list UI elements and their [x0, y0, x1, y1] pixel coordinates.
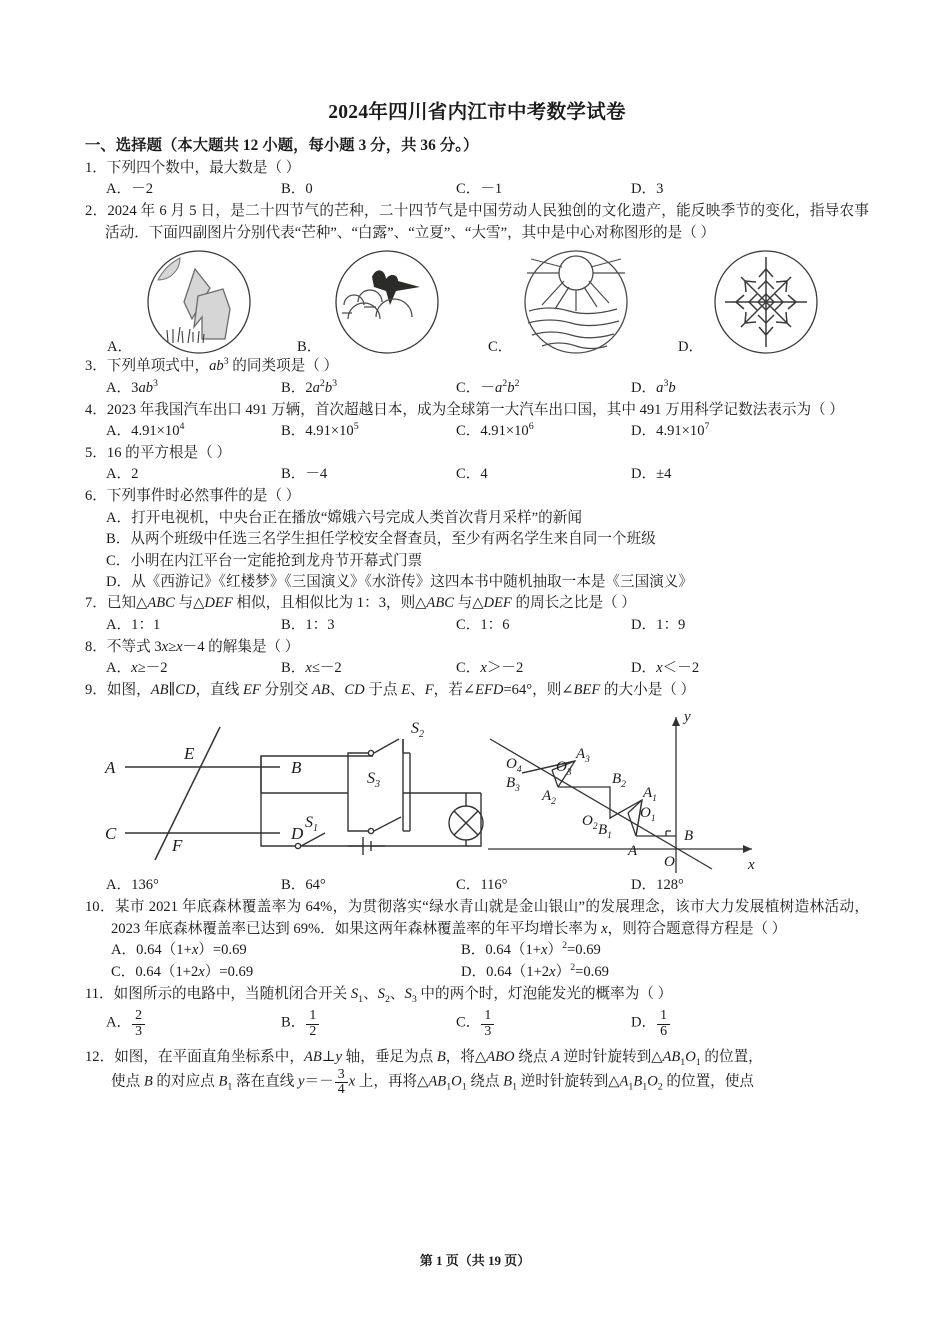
- svg-text:O4: $O_4$: [506, 756, 522, 776]
- question-9: [85, 680, 869, 701]
- svg-text:B1: $B_1$: [598, 822, 612, 842]
- question-2-figures: [85, 248, 869, 356]
- svg-text:O: O: [664, 854, 675, 871]
- svg-text:A2: $A_2$: [542, 788, 556, 808]
- question-6-option-b[interactable]: B．从两个班级中任选三名学生担任学校安全督查员，至少有两名学生来自同一个班级: [106, 531, 656, 548]
- option-b[interactable]: B．$4.91\times 10^5$: [281, 421, 359, 439]
- svg-text:x: x: [748, 857, 755, 874]
- svg-text:S2: $S_2$: [411, 720, 424, 741]
- option-b[interactable]: B．x≤－2: [281, 660, 342, 677]
- section-heading: 一、选择题（本大题共 12 小题，每小题 3 分，共 36 分。）: [85, 137, 479, 154]
- question-1-options: [85, 179, 869, 201]
- lixia-sun-water-icon: [517, 247, 635, 360]
- svg-text:O3: $O_3$: [556, 759, 572, 779]
- question-9-stem: 9．如图，AB∥CD，直线 EF 分别交 AB、CD 于点 E、F，若∠EFD=64°，则∠BEF 的大小是（ ）: [85, 682, 696, 699]
- question-5: [85, 443, 869, 464]
- question-12-stem-line2: 使点 B 的对应点 $B_1$ 落在直线 y＝－ $\frac{3}{4}$ x 上，再将$\triangle AB_1O_1$ 绕点 $B_1$ 逆时针旋转到$\triangle A_1B_1O_2$ 的位置，使点: [111, 1067, 754, 1098]
- daxue-snowflake-icon: [707, 247, 825, 360]
- option-c[interactable]: C． $\frac{1}{3}$: [456, 1009, 631, 1038]
- option-b[interactable]: B．$0.64(1+x)^2=0.69$: [461, 940, 601, 959]
- question-8-stem: 8．不等式 3x≥x－4 的解集是（ ）: [85, 638, 300, 655]
- question-7: [85, 593, 869, 614]
- option-a[interactable]: A．0.64（1+x）=0.69: [111, 942, 247, 959]
- svg-text:A1: $A_1$: [643, 785, 657, 805]
- question-12: [85, 1047, 869, 1068]
- option-c[interactable]: C．$4.91\times 10^6$: [456, 421, 534, 439]
- option-c[interactable]: C．x＞－2: [456, 660, 524, 677]
- option-c[interactable]: C．$-a^2b^2$: [456, 377, 520, 396]
- option-b[interactable]: B．1：3: [281, 616, 335, 633]
- svg-text:B: B: [684, 828, 694, 845]
- option-d[interactable]: D． $\frac{1}{6}$: [631, 1009, 806, 1038]
- figure-label-c: C．: [488, 339, 513, 356]
- svg-text:B3: $B_3$: [506, 775, 520, 795]
- question-11-options: [85, 1009, 869, 1038]
- page-content: [85, 96, 869, 1097]
- option-d[interactable]: D．$4.91\times 10^7$: [631, 421, 710, 439]
- figure-label-b: B．: [297, 339, 322, 356]
- question-7-stem: 7．已知△ABC 与△DEF 相似，且相似比为 1：3，则△ABC 与△DEF 的周长之比是（ ）: [85, 595, 636, 612]
- svg-text:A: A: [628, 843, 638, 860]
- question-3-options: [85, 378, 869, 400]
- svg-text:A3: $A_3$: [576, 746, 590, 766]
- question-5-stem: 5．16 的平方根是（ ）: [85, 444, 231, 461]
- question-10: [85, 897, 869, 940]
- option-d[interactable]: D．±4: [631, 466, 672, 483]
- option-a[interactable]: A．136°: [106, 877, 159, 894]
- svg-text:C: C: [105, 824, 117, 844]
- option-d[interactable]: D．x＜－2: [631, 660, 700, 677]
- option-a[interactable]: A．1：1: [106, 616, 161, 633]
- bailu-goose-cloud-icon: [328, 247, 446, 360]
- figure-label-a: A．: [107, 339, 133, 356]
- question-6: [85, 486, 869, 507]
- option-c[interactable]: C．0.64（1+2x）=0.69: [111, 964, 254, 981]
- option-a[interactable]: A． $\frac{2}{3}$: [106, 1009, 281, 1038]
- question-4-stem: 4．2023 年我国汽车出口 491 万辆，首次超越日本，成为全球第一大汽车出口国，其中 491 万用科学记数法表示为（ ）: [85, 401, 844, 418]
- svg-text:A: A: [105, 758, 116, 778]
- question-4-options: [85, 421, 869, 443]
- rotating-triangles-figure: [480, 703, 780, 884]
- svg-text:y: y: [684, 709, 691, 726]
- option-d[interactable]: D．$a^3b$: [631, 377, 676, 396]
- option-b[interactable]: B．－4: [281, 466, 328, 483]
- question-12-stem-line1: 12．如图，在平面直角坐标系中，AB⊥y 轴，垂足为点 B，将△ABO 绕点 A 逆时针旋转到$\triangle AB_1O_1$ 的位置，: [85, 1048, 763, 1068]
- question-10-stem: 10．某市 2021 年底森林覆盖率为 64%，为贯彻落实“绿水青山就是金山银山”的发展理念，该市大力发展植树造林活动，2023 年底森林覆盖率已达到 69%．如果这两年森林覆盖率的年平均增长率为 x，则符合题意得方程是（ ）: [85, 899, 869, 937]
- option-b[interactable]: B．0: [281, 181, 313, 198]
- option-c[interactable]: C．1：6: [456, 616, 510, 633]
- mangzhong-seed-icon: [140, 247, 258, 360]
- question-10-options-row2: [85, 962, 869, 984]
- svg-text:B: B: [291, 758, 302, 778]
- option-b[interactable]: B．$2a^2b^3$: [281, 377, 338, 396]
- svg-text:E: E: [184, 744, 195, 764]
- svg-text:F: F: [172, 836, 183, 856]
- svg-text:B2: $B_2$: [612, 771, 626, 791]
- svg-text:O1: $O_1$: [640, 805, 656, 825]
- question-1: [85, 158, 869, 179]
- svg-text:O2: $O_2$: [582, 813, 598, 833]
- question-6-option-d[interactable]: D．从《西游记》《红楼梦》《三国演义》《水浒传》这四本书中随机抽取一本是《三国演义》: [106, 573, 693, 590]
- question-7-options: [85, 615, 869, 637]
- option-d[interactable]: D．1：9: [631, 616, 686, 633]
- question-8: [85, 637, 869, 658]
- figure-label-d: D．: [678, 339, 704, 356]
- option-d[interactable]: D．3: [631, 181, 664, 198]
- figures-row: [85, 703, 869, 879]
- option-a[interactable]: A．x≥－2: [106, 660, 168, 677]
- option-a[interactable]: A．2: [106, 466, 139, 483]
- question-6-option-c[interactable]: C．小明在内江平台一定能抢到龙舟节开幕式门票: [106, 552, 423, 569]
- circuit-figure: [253, 711, 503, 876]
- option-c[interactable]: C．4: [456, 466, 488, 483]
- option-a[interactable]: A．$3ab^3$: [106, 377, 158, 396]
- option-c[interactable]: C．－1: [456, 181, 503, 198]
- question-2: [85, 201, 869, 244]
- question-4: [85, 400, 869, 421]
- option-d[interactable]: D．$0.64(1+2x)^2=0.69$: [461, 962, 609, 981]
- question-5-options: [85, 464, 869, 486]
- option-c[interactable]: C．116°: [456, 877, 508, 894]
- question-1-stem: 1．下列四个数中，最大数是（ ）: [85, 160, 301, 176]
- question-6-option-a[interactable]: A．打开电视机，中央台正在播放“嫦娥六号完成人类首次背月采样”的新闻: [106, 509, 582, 526]
- svg-text:S3: $S_3$: [367, 770, 380, 791]
- option-b[interactable]: B．64°: [281, 877, 326, 894]
- page-footer: 第 1 页（共 19 页）: [419, 1253, 531, 1268]
- question-2-stem: 2．2024 年 6 月 5 日，是二十四节气的芒种，二十四节气是中国劳动人民独创的文化遗产，能反映季节的变化，指导农事活动．下面四副图片分别代表“芒种”、“白露”、“立夏”、“大雪”，其中是中心对称图形的是（ ）: [85, 203, 869, 241]
- option-a[interactable]: A．$4.91\times 10^4$: [106, 421, 185, 439]
- svg-text:D: D: [291, 824, 304, 844]
- question-6-stem: 6．下列事件时必然事件的是（ ）: [85, 488, 301, 505]
- option-b[interactable]: B． $\frac{1}{2}$: [281, 1009, 456, 1038]
- question-10-options-row1: [85, 940, 869, 962]
- question-3-stem: 3．下列单项式中，$ab^3$ 的同类项是（ ）: [85, 356, 339, 375]
- question-11: [85, 984, 869, 1005]
- question-8-options: [85, 658, 869, 680]
- svg-text:S1: $S_1$: [305, 814, 318, 835]
- page-title: 2024年四川省内江市中考数学试卷: [328, 102, 626, 123]
- question-11-stem: 11．如图所示的电路中，当随机闭合开关 $S_1$、$S_2$、$S_3$ 中的两个时，灯泡能发光的概率为（ ）: [85, 986, 673, 1005]
- option-a[interactable]: A．－2: [106, 181, 154, 198]
- option-d[interactable]: D．128°: [631, 877, 684, 894]
